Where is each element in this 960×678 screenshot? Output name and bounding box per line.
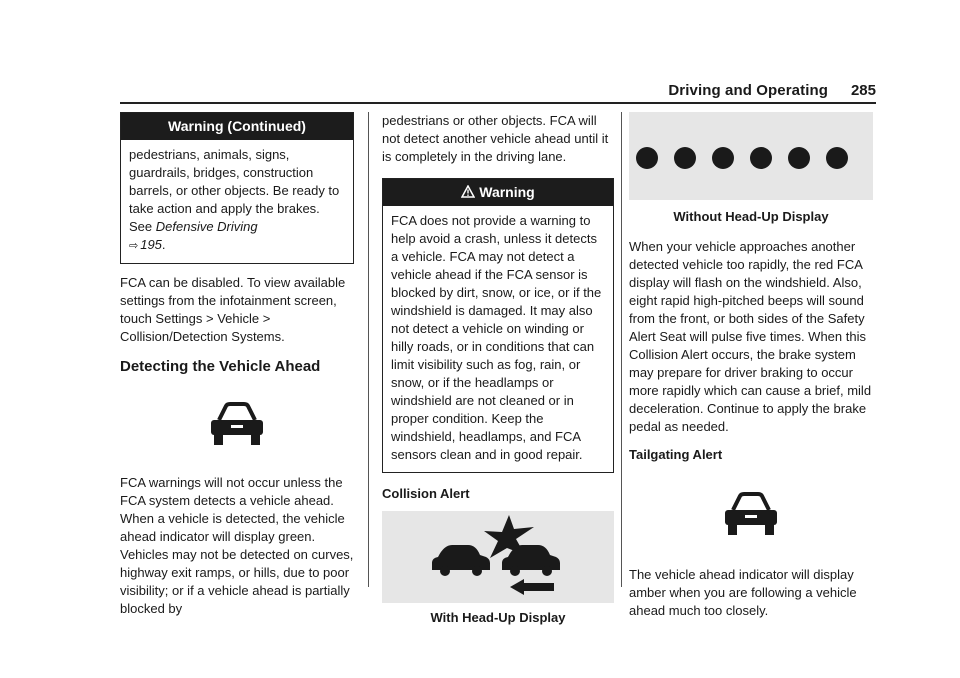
page-header	[120, 84, 876, 104]
section-title: Driving and Operating	[668, 82, 828, 99]
paragraph: pedestrians or other objects. FCA will not detect another vehicle ahead until it is completely in the driving lane.	[382, 113, 609, 164]
collision-alert-icon	[382, 511, 614, 603]
warning-box	[382, 178, 614, 473]
warning-triangle-icon	[461, 185, 475, 198]
column-divider	[621, 112, 622, 587]
page-number: 285	[850, 82, 876, 99]
collision-alert-figure	[382, 511, 614, 603]
xref-link[interactable]: Defensive Driving	[155, 219, 258, 234]
xref-page[interactable]: 195	[140, 237, 162, 252]
paragraph: FCA can be disabled. To view available settings from the infotainment screen, touch Settings > Vehicle > Collision/Detection Systems.	[120, 275, 346, 344]
figure-caption: Without Head-Up Display	[673, 209, 829, 224]
paragraph: The vehicle ahead indicator will display amber when you are following a vehicle ahead much too closely.	[629, 567, 857, 618]
warning-body	[121, 140, 353, 263]
xref-arrow-icon: ⇨	[129, 240, 139, 252]
warning-title: Warning	[479, 184, 535, 200]
warning-continued-box	[120, 112, 354, 264]
section-heading: Detecting the Vehicle Ahead	[120, 358, 321, 375]
warning-text: pedestrians, animals, signs, guardrails, bridges, construction barrels, or other objects. Be ready to take action and apply the brakes. See	[129, 147, 340, 234]
vehicle-ahead-icon	[205, 398, 269, 448]
column-2	[382, 112, 614, 627]
column-3	[629, 112, 873, 620]
collision-alert-label: Collision Alert	[382, 486, 470, 501]
xref-end: .	[161, 237, 166, 252]
red-dots-display-icon	[629, 112, 873, 200]
column-divider	[368, 112, 369, 587]
warning-title-bar	[383, 179, 613, 206]
vehicle-ahead-icon	[719, 488, 783, 538]
warning-title: Warning (Continued)	[121, 113, 353, 140]
tailgating-alert-label: Tailgating Alert	[629, 447, 723, 462]
paragraph: When your vehicle approaches another detected vehicle too rapidly, the red FCA display will flash on the windshield. Also, eight rapid high-pitched beeps will sound from the front, or both sides of the Safety Alert Seat will pulse five times. When this Collision Alert occurs, the brake system may prepare for driver braking to occur more rapidly which can cause a brief, mild deceleration. Continue to apply the brake pedal as needed.	[629, 239, 872, 434]
red-dots-figure	[629, 112, 873, 200]
column-1	[120, 112, 354, 618]
figure-caption: With Head-Up Display	[430, 610, 566, 625]
warning-body: FCA does not provide a warning to help avoid a crash, unless it detects a vehicle. FCA may not detect a vehicle ahead if the FCA sensor is blocked by dirt, snow, or ice, or if the windshield is damaged. It may also not detect a vehicle on winding or hilly roads, or in conditions that can limit visibility such as fog, rain, or snow, or if the headlamps or windshield are not cleaned or in proper condition. Keep the windshield, headlamps, and FCA sensors clean and in good repair.	[391, 213, 602, 462]
paragraph: FCA warnings will not occur unless the FCA system detects a vehicle ahead. When a vehicle is detected, the vehicle ahead indicator will display green. Vehicles may not be detected on curves, highway exit ramps, or hills, due to poor visibility; or if a vehicle ahead is partially blocked by	[120, 475, 354, 616]
